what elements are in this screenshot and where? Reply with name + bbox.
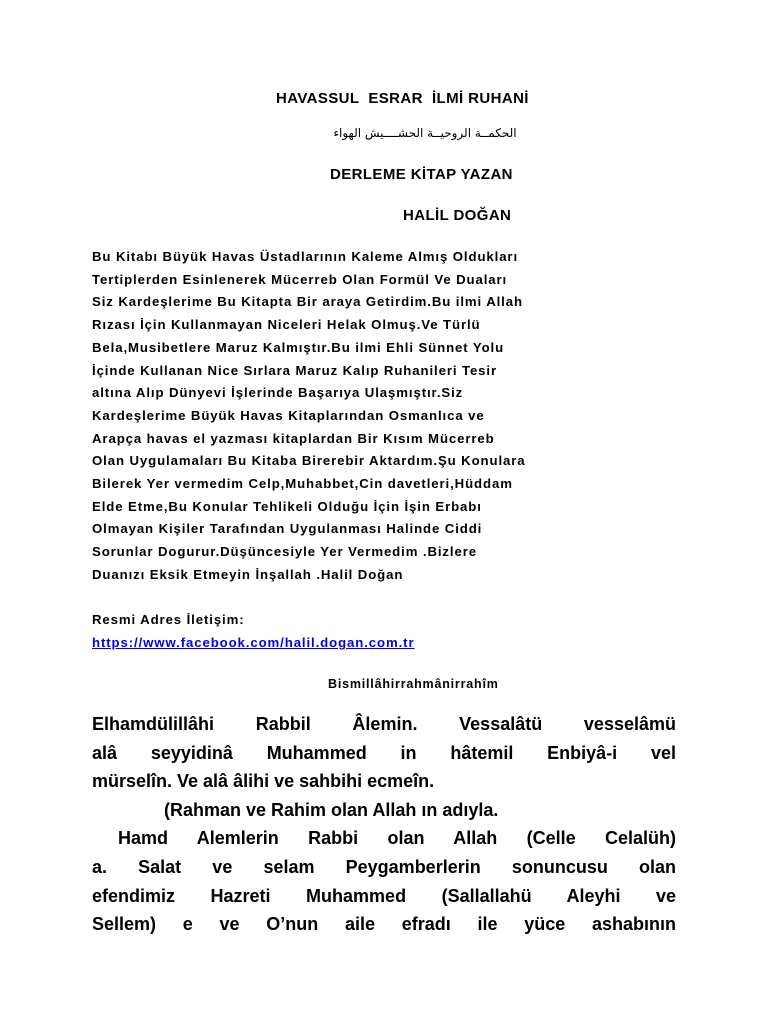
intro-line: Duanızı Eksik Etmeyin İnşallah .Halil Doğan <box>92 566 404 582</box>
intro-line: Olmayan Kişiler Tarafından Uygulanması Halinde Ciddi <box>92 521 483 537</box>
intro-line: Tertiplerden Esinlenerek Mücerreb Olan Formül Ve Duaları <box>92 271 508 287</box>
intro-line: Olan Uygulamaları Bu Kitaba Birerebir Aktardım.Şu Konulara <box>92 453 526 469</box>
intro-line: Arapça havas el yazması kitaplardan Bir Kısım Mücerreb <box>92 430 495 446</box>
body-line: Hamd Alemlerin Rabbi olan Allah (Celle Celalüh) <box>118 828 676 849</box>
contact-label: Resmi Adres İletişim: <box>92 612 245 627</box>
intro-line: Siz Kardeşlerime Bu Kitapta Bir araya Getirdim.Bu ilmi Allah <box>92 294 523 310</box>
body-paragraph <box>92 710 676 939</box>
body-line: (Rahman ve Rahim olan Allah ın adıyla. <box>164 799 499 820</box>
body-line: Elhamdülillâhi Rabbil Âlemin. Vessalâtü vesselâmü <box>92 714 676 734</box>
compiled-by-heading: DERLEME KİTAP YAZAN <box>330 166 513 183</box>
author-name: HALİL DOĞAN <box>403 207 512 224</box>
body-line: Sellem) e ve O’nun aile efradı ile yüce ashabının <box>92 914 676 935</box>
intro-line: Rızası İçin Kullanmayan Niceleri Helak Olmuş.Ve Türlü <box>92 317 481 333</box>
intro-line: İçinde Kullanan Nice Sırlara Maruz Kalıp Ruhanileri Tesir <box>92 362 498 378</box>
basmala: Bismillâhirrahmânirrahîm <box>328 677 499 691</box>
intro-line: Bela,Musibetlere Maruz Kalmıştır.Bu ilmi Ehli Sünnet Yolu <box>92 339 505 355</box>
facebook-link[interactable]: https://www.facebook.com/halil.dogan.com.tr <box>92 635 415 650</box>
body-line: efendimiz Hazreti Muhammed (Sallallahü Aleyhi ve <box>92 885 676 906</box>
intro-line: Sorunlar Dogurur.Düşüncesiyle Yer Vermedim .Bizlere <box>92 544 477 560</box>
body-line: alâ seyyidinâ Muhammed in hâtemil Enbiyâ-i vel <box>92 742 676 763</box>
intro-line: Bilerek Yer vermedim Celp,Muhabbet,Cin davetleri,Hüddam <box>92 476 513 492</box>
body-line: a. Salat ve selam Peygamberlerin sonuncusu olan <box>92 856 676 877</box>
intro-line: Elde Etme,Bu Konular Tehlikeli Olduğu İçin İşin Erbabı <box>92 498 482 514</box>
book-title: HAVASSUL ESRAR İLMİ RUHANİ <box>276 90 529 107</box>
intro-line: altına Alıp Dünyevi İşlerinde Başarıya Ulaşmıştır.Siz <box>92 385 464 401</box>
body-line: mürselîn. Ve alâ âlihi ve sahbihi ecmeîn. <box>92 771 435 792</box>
intro-line: Kardeşlerime Büyük Havas Kitaplarından Osmanlıca ve <box>92 407 485 423</box>
intro-paragraph <box>92 246 692 587</box>
arabic-subtitle: الحكمــة الروحيــة الحشــــيش الهواء <box>333 126 517 140</box>
intro-line: Bu Kitabı Büyük Havas Üstadlarının Kaleme Almış Oldukları <box>92 249 519 264</box>
